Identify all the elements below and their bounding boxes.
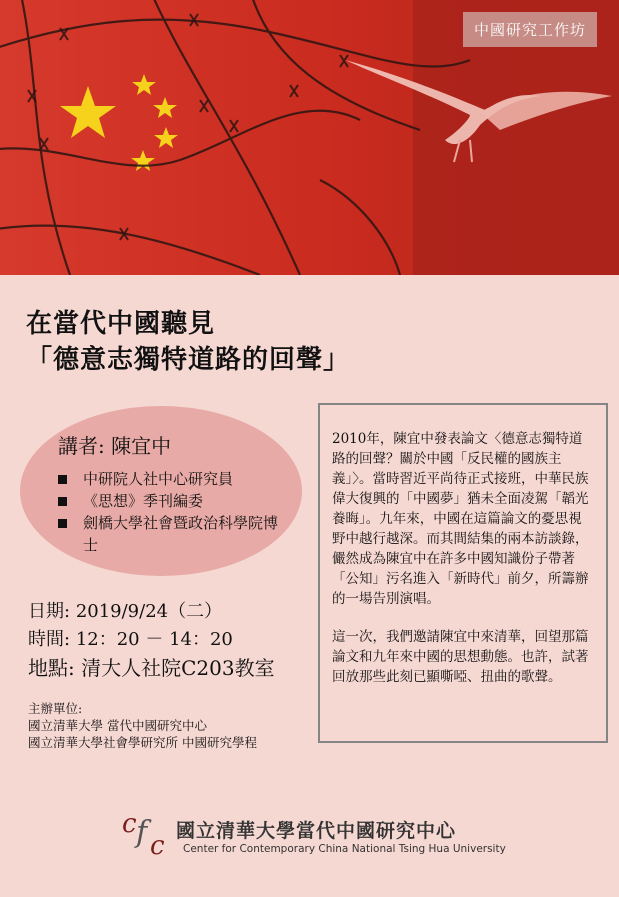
organizers <box>28 700 257 751</box>
bullet-square-icon <box>58 475 67 484</box>
event-title <box>26 306 350 378</box>
event-venue: 清大人社院C203教室 <box>81 656 275 680</box>
title-line-1: 在當代中國聽見 <box>26 309 216 339</box>
organizers-heading: 主辦單位: <box>28 701 83 716</box>
speaker-label: 講者: <box>58 434 105 458</box>
event-date: 2019/9/24（二） <box>75 601 223 622</box>
description-paragraph: 2010年，陳宜中發表論文〈德意志獨特道路的回聲？關於中國「反民權的國族主義」〉。當時習近平尚待正式接班，中華民族偉大復興的「中國夢」猶未全面凌駕「韜光養晦」。九年來，中國在這篇論文的憂思視野中越行越深。而其間結集的兩本訪談錄，儼然成為陳宜中在許多中國知識份子帶著「公知」污名進入「新時代」前夕，所籌辦的一場告別演唱。 <box>332 431 589 607</box>
speaker-heading <box>58 430 171 459</box>
small-star-icon <box>132 74 156 95</box>
hero-banner <box>0 0 619 275</box>
title-line-2: 「德意志獨特道路的回聲」 <box>26 345 351 375</box>
bullet-square-icon <box>58 519 67 528</box>
description-box <box>318 403 608 743</box>
organizer-line: 國立清華大學社會學研究所 中國研究學程 <box>28 735 257 750</box>
workshop-badge: 中國研究工作坊 <box>463 12 597 47</box>
small-star-icon <box>154 127 178 148</box>
svg-text:f: f <box>136 815 148 850</box>
bullet-square-icon <box>58 497 67 506</box>
center-name-chinese: 國立清華大學當代中國研究中心 <box>176 820 457 842</box>
event-details <box>28 598 275 682</box>
cfc-logo-icon <box>120 808 180 858</box>
small-star-icon <box>131 150 155 171</box>
svg-text:c: c <box>150 831 165 858</box>
speaker-name: 陳宜中 <box>111 434 172 458</box>
event-time: 12：20 － 14：20 <box>75 629 233 650</box>
speaker-credentials <box>58 468 288 556</box>
credential-item: 《思想》季刊編委 <box>58 490 288 512</box>
seagull-icon <box>345 60 612 162</box>
center-name-english: Center for Contemporary China National Tsing Hua University <box>183 843 506 855</box>
description-paragraph: 這一次，我們邀請陳宜中來清華，回望那篇論文和九年來中國的思想動態。也許，試著回放那些此刻已顯嘶啞、扭曲的歌聲。 <box>332 629 589 685</box>
small-star-icon <box>153 97 177 118</box>
organizer-line: 國立清華大學 當代中國研究中心 <box>28 718 207 733</box>
svg-text:c: c <box>122 809 137 839</box>
barbed-wire <box>0 0 470 275</box>
date-row: 日期: 2019/9/24（二） <box>28 601 223 622</box>
credential-item: 劍橋大學社會暨政治科學院博士 <box>58 512 288 556</box>
credential-item: 中研院人社中心研究員 <box>58 468 288 490</box>
big-star-icon <box>60 86 116 138</box>
time-row: 時間: 12：20 － 14：20 <box>28 629 233 650</box>
venue-row: 地點: 清大人社院C203教室 <box>28 656 275 680</box>
